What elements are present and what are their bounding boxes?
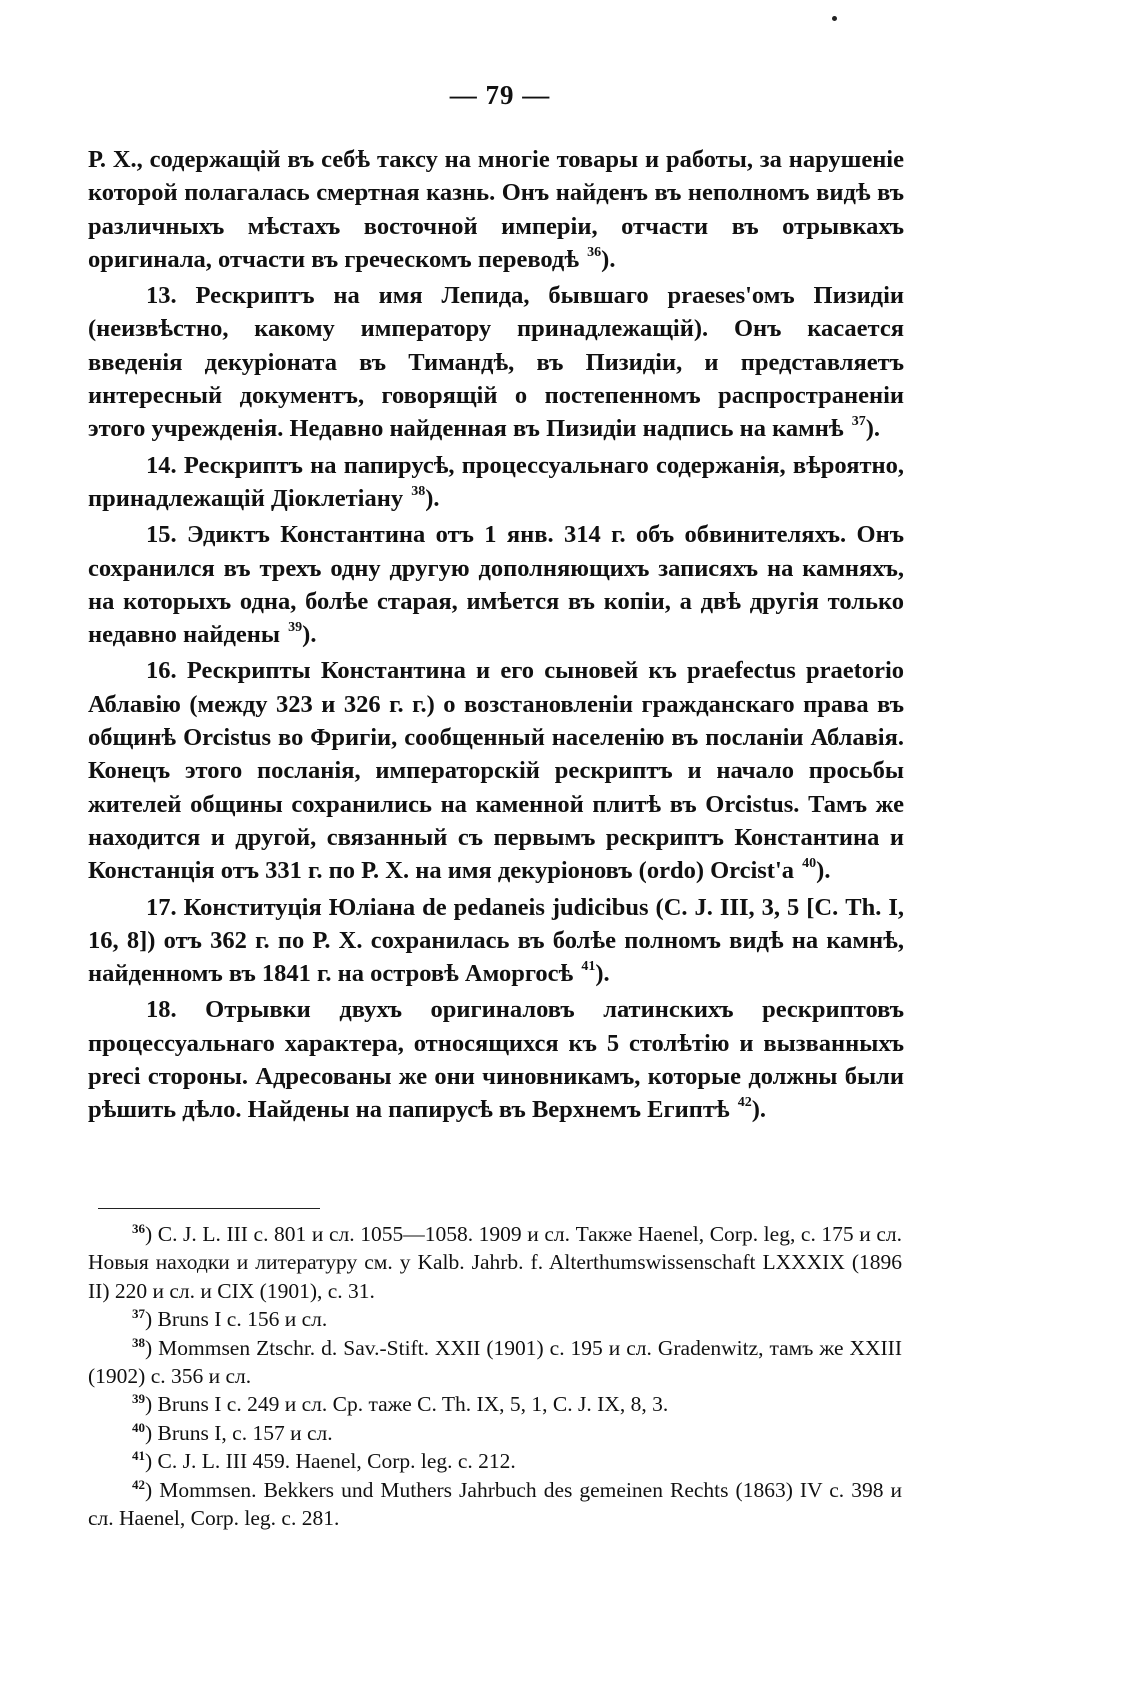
footnote-ref-39[interactable]: 39	[288, 620, 303, 636]
main-text	[88, 143, 904, 1127]
list-item-15: 15. Эдиктъ Константина отъ 1 янв. 314 г. объ обвинителяхъ. Онъ сохранился въ трехъ одну другую дополняющихъ записяхъ на камняхъ, на которыхъ одна, болѣе старая, имѣется въ копіи, а двѣ другія только недавно найдены $^{39}$).	[88, 521, 904, 649]
footnote-40: $^{40}$) Bruns I, с. 157 и сл.	[132, 1419, 333, 1445]
footnote-ref-36[interactable]: 36	[587, 244, 602, 260]
list-item-17: 17. Конституція Юліана de pedaneis judicibus (С. J. III, 3, 5 [С. Th. I, 16, 8]) отъ 362 г. по Р. Х. сохранилась въ болѣе полномъ видѣ на камнѣ, найденномъ въ 1841 г. на островѣ Аморгосѣ $^{41}$).	[88, 893, 904, 988]
footnote-ref-40[interactable]: 40	[802, 856, 817, 872]
footnote-37: $^{37}$) Bruns I с. 156 и сл.	[132, 1306, 328, 1332]
footnote-ref-41[interactable]: 41	[581, 959, 596, 975]
list-item-18: 18. Отрывки двухъ оригиналовъ латинскихъ рескриптовъ процессуальнаго характера, относящихся къ 5 столѣтію и вызванныхъ preci стороны. Адресованы же они чиновникамъ, которые должны были рѣшить дѣло. Найдены на папирусѣ въ Верхнемъ Египтѣ $^{42}$).	[88, 996, 904, 1124]
list-item-13: 13. Рескриптъ на имя Лепида, бывшаго praeses'омъ Пизидіи (неизвѣстно, какому императору принадлежащій). Онъ касается введенія декуріоната въ Тимандѣ, въ Пизидіи, и представляетъ интересный документъ, говорящій о постепенномъ распространеніи этого учрежденія. Недавно найденная въ Пизидіи надпись на камнѣ $^{37}$).	[88, 282, 904, 443]
footnote-divider	[98, 1208, 320, 1209]
list-item-14: 14. Рескриптъ на папирусѣ, процессуальнаго содержанія, вѣроятно, принадлежащій Діоклетіану $^{38}$).	[88, 451, 904, 512]
footnote-39: $^{39}$) Bruns I с. 249 и сл. Ср. таже C. Th. IX, 5, 1, C. J. IX, 8, 3.	[132, 1391, 669, 1417]
footnote-41: $^{41}$) C. J. L. III 459. Haenel, Corp. leg. с. 212.	[132, 1448, 516, 1474]
footnote-ref-37[interactable]: 37	[851, 414, 866, 430]
footnote-36: $^{36}$) C. J. L. III с. 801 и сл. 1055—1058. 1909 и сл. Также Haenel, Corp. leg, с. 175 и сл. Новыя находки и литературу см. у Kalb. Jahrb. f. Alterthumswissenschaft LXXXIX (1896 II) 220 и сл. и CIX (1901), с. 31.	[88, 1221, 902, 1303]
footnote-ref-42[interactable]: 42	[737, 1095, 752, 1111]
list-item-16: 16. Рескрипты Константина и его сыновей къ praefectus praetorio Аблавію (между 323 и 326 г. г.) о возстановленіи гражданскаго права въ общинѣ Orcistus во Фригіи, сообщенный населенію въ посланіи Аблавія. Конецъ этого посланія, императорскій рескриптъ и начало просьбы жителей общины сохранились на каменной плитѣ въ Orcistus. Тамъ же находится и другой, связанный съ первымъ рескриптъ Константина и Констанція отъ 331 г. по Р. Х. на имя декуріоновъ (ordo) Orcist'a $^{40}$).	[88, 657, 904, 885]
footnotes	[88, 1220, 902, 1532]
ink-speck	[832, 16, 837, 21]
paragraph-continuation: Р. Х., содержащій въ себѣ таксу на многіе товары и работы, за нарушеніе которой полагалась смертная казнь. Онъ найденъ въ неполномъ видѣ въ различныхъ мѣстахъ восточной имперіи, отчасти въ отрывкахъ оригинала, отчасти въ греческомъ переводѣ $^{36}$).	[88, 146, 904, 273]
footnote-38: $^{38}$) Mommsen Ztschr. d. Sav.-Stift. XXII (1901) с. 195 и сл. Gradenwitz, тамъ же XXIII (1902) с. 356 и сл.	[88, 1334, 902, 1389]
footnote-42: $^{42}$) Mommsen. Bekkers und Muthers Jahrbuch des gemeinen Rechts (1863) IV с. 398 и сл. Haenel, Corp. leg. с. 281.	[88, 1476, 902, 1531]
page-number: — 79 —	[449, 80, 551, 110]
footnote-ref-38[interactable]: 38	[411, 483, 426, 499]
